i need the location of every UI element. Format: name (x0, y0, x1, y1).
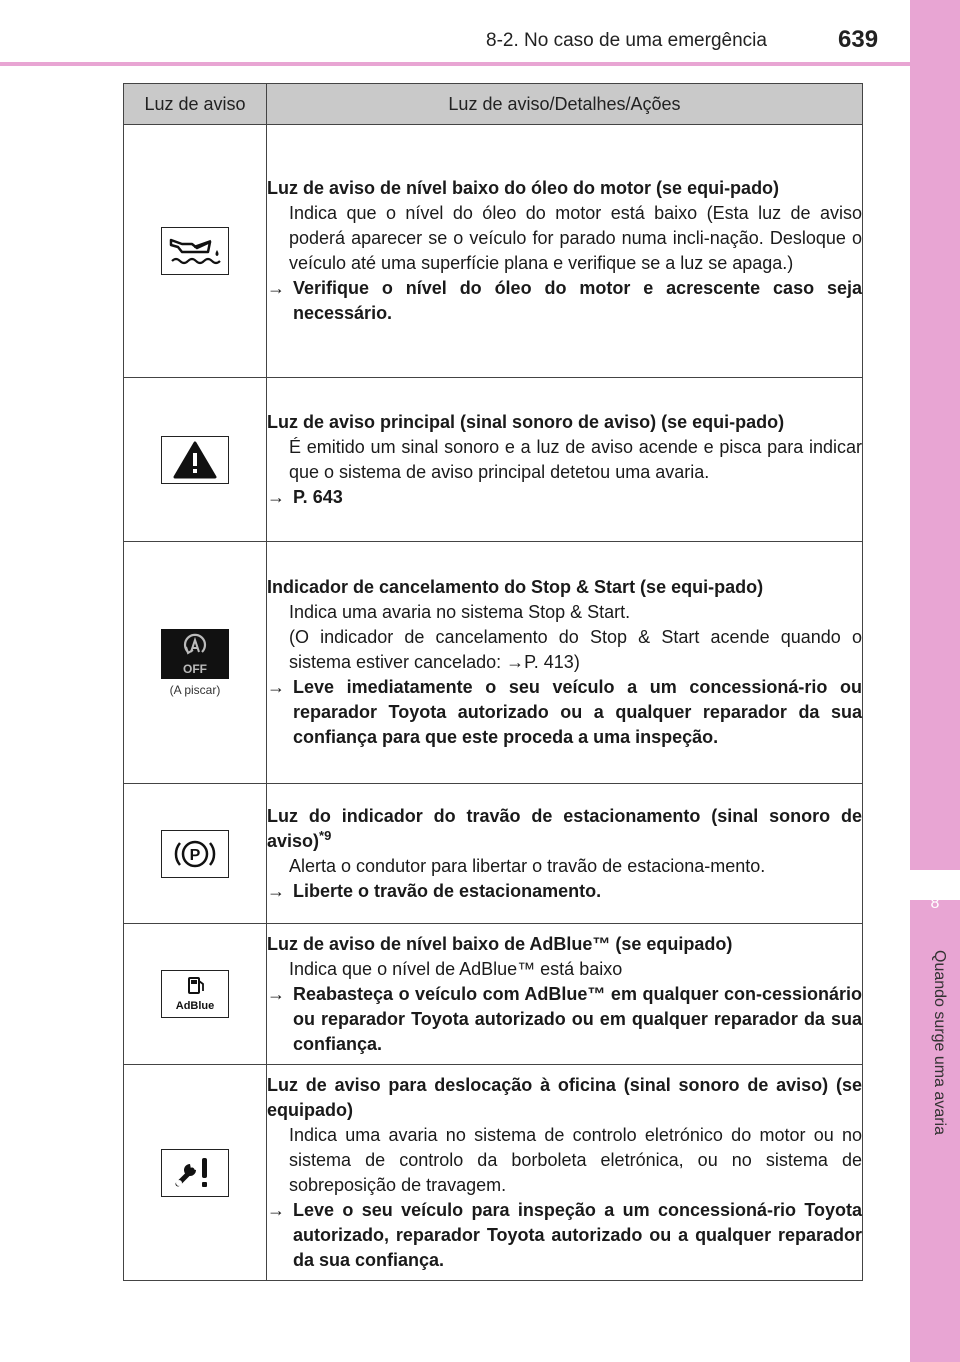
action-text: Leve o seu veículo para inspeção a um concessioná-rio Toyota autorizado, reparador Toyota autorizado ou a qualquer reparador da sua confiança. (293, 1199, 862, 1270)
chapter-title: Quando surge uma avaria (931, 950, 948, 1135)
service-warning-icon (161, 1149, 229, 1197)
details-cell (267, 542, 863, 784)
icon-cell (124, 784, 267, 924)
icon-cell (124, 125, 267, 378)
arrow-icon: → (267, 880, 285, 901)
table-row (124, 1065, 863, 1281)
warning-action (267, 485, 862, 510)
arrow-icon: → (267, 278, 285, 298)
warning-title-text: Luz do indicador do travão de estacionamento (sinal sonoro de aviso) (267, 805, 862, 851)
icon-cell (124, 378, 267, 542)
warning-title (267, 804, 862, 854)
warning-description: É emitido um sinal sonoro e a luz de aviso acende e pisca para indicar que o sistema de aviso principal detetou uma avaria. (289, 436, 862, 482)
table-header-row (124, 84, 863, 125)
section-title: 8-2. No caso de uma emergência (486, 30, 767, 51)
arrow-icon: → (267, 983, 285, 1004)
chapter-number: 8 (930, 895, 940, 912)
warning-description: Indica uma avaria no sistema de controlo eletrónico do motor ou no sistema de controlo da borboleta eletrónica, ou no sistema de sobreposição de travagem. (289, 1124, 862, 1195)
table-row (124, 784, 863, 924)
arrow-icon: → (267, 1199, 285, 1220)
warning-lights-table (123, 83, 863, 1281)
page-number: 639 (838, 26, 879, 53)
warning-title: Luz de aviso para deslocação à oficina (sinal sonoro de aviso) (se equipado) (267, 1074, 862, 1120)
warning-action (267, 982, 862, 1057)
adblue-icon-text: AdBlue (175, 1000, 215, 1012)
warning-description-extra: (O indicador de cancelamento do Stop & Start acende quando o sistema estiver cancelado: →P. 413) (289, 627, 862, 672)
details-cell (267, 784, 863, 924)
warning-description: Indica que o nível de AdBlue™ está baixo (289, 958, 623, 979)
icon-cell (124, 924, 267, 1065)
warning-title: Luz de aviso de nível baixo de AdBlue™ (se equipado) (267, 933, 733, 954)
action-text: Leve imediatamente o seu veículo a um concessioná-rio ou reparador Toyota autorizado ou a qualquer reparador da sua confiança para que este proceda a uma inspeção. (293, 677, 862, 747)
details-cell (267, 924, 863, 1065)
action-text: Liberte o travão de estacionamento. (293, 880, 602, 901)
parking-brake-icon (161, 830, 229, 878)
table-row (124, 125, 863, 378)
warning-action (267, 276, 862, 326)
warning-title: Indicador de cancelamento do Stop & Start (se equi-pado) (267, 577, 764, 597)
stop-start-off-icon (161, 629, 229, 679)
icon-caption: (A piscar) (169, 682, 221, 697)
action-text: Reabasteça o veículo com AdBlue™ em qualquer con-cessionário ou reparador Toyota autorizado ou em qualquer reparador da sua confiança. (293, 983, 862, 1054)
details-cell (267, 125, 863, 378)
warning-action (267, 879, 862, 904)
table-row (124, 378, 863, 542)
details-cell (267, 378, 863, 542)
details-cell (267, 1065, 863, 1281)
table-row (124, 542, 863, 784)
warning-title: Luz de aviso de nível baixo do óleo do motor (se equi-pado) (267, 178, 780, 198)
icon-cell (124, 542, 267, 784)
action-text: P. 643 (293, 486, 343, 507)
arrow-icon: → (267, 677, 285, 697)
warning-title: Luz de aviso principal (sinal sonoro de aviso) (se equi-pado) (267, 411, 785, 432)
oil-level-icon (161, 227, 229, 275)
header-divider (0, 62, 910, 66)
warning-description: Indica uma avaria no sistema Stop & Start. (289, 602, 631, 622)
stop-start-off-text: OFF (183, 661, 207, 676)
table-row (124, 924, 863, 1065)
column-header-details: Luz de aviso/Detalhes/Ações (267, 84, 863, 125)
icon-cell (124, 1065, 267, 1281)
action-text: Verifique o nível do óleo do motor e acrescente caso seja necessário. (293, 278, 862, 323)
warning-description: Indica que o nível do óleo do motor está baixo (Esta luz de aviso poderá aparecer se o veículo for parado numa incli-nação. Desloque o veículo até uma superfície plana e verifique se a luz se apaga.) (289, 203, 862, 273)
warning-action (267, 675, 862, 750)
warning-action (267, 1198, 862, 1273)
master-warning-icon (161, 436, 229, 484)
adblue-fuel-icon (161, 970, 229, 1018)
warning-description: Alerta o condutor para libertar o travão de estaciona-mento. (289, 855, 766, 876)
column-header-icon: Luz de aviso (124, 84, 267, 125)
footnote-marker: *9 (319, 827, 332, 843)
arrow-icon: → (267, 486, 285, 507)
svg-text:P: P (189, 846, 201, 864)
